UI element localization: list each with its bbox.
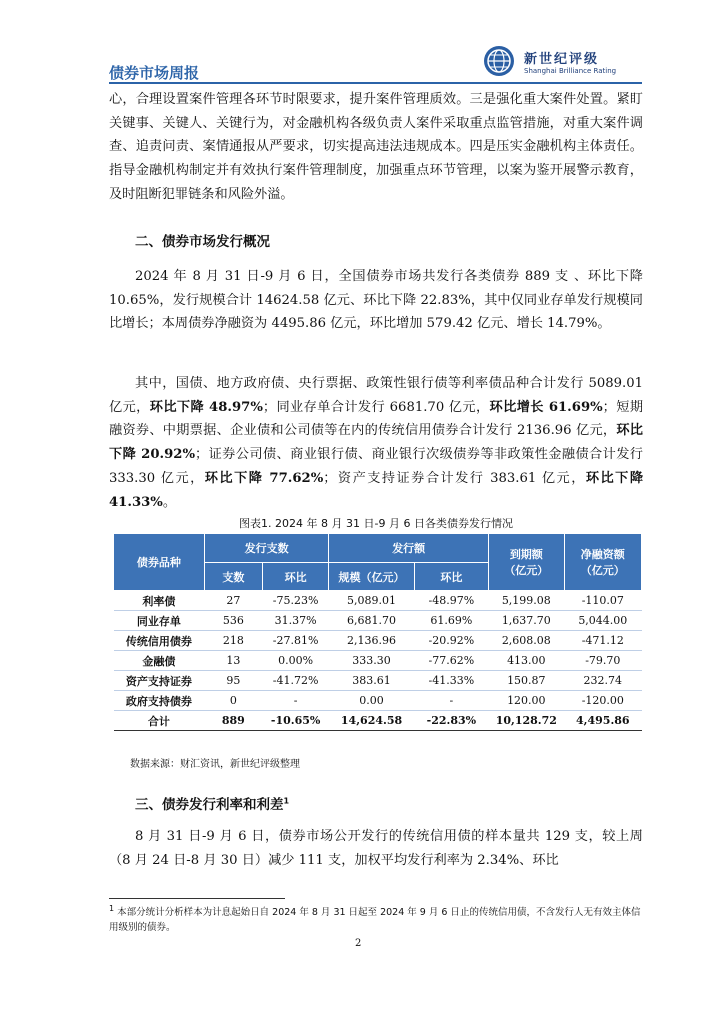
cell-count-mom: -10.65% [262,711,329,731]
table-row [114,631,642,651]
cell-amount-mom: -48.97% [414,591,488,611]
logo-globe-icon [484,46,514,76]
cell-amount: 333.30 [329,651,414,671]
data-source-note: 数据来源：财汇资讯，新世纪评级整理 [130,759,300,770]
text-run: ；资产支持证券合计发行 383.61 亿元， [323,470,586,486]
bold-run: 环比下降 20.92% [109,423,643,463]
cell-maturity: 10,128.72 [489,711,565,731]
text-run: 其中，国债、地方政府债、央行票据、政策性银行债等利率债品种合计发行 5089.01 亿元， [109,376,643,415]
cell-count-mom: -41.72% [262,671,329,691]
table-total-row [114,711,642,731]
bold-run: 环比下降 77.62% [204,470,324,486]
header-net-financing: 净融资额 （亿元） [564,534,641,591]
header-count-mom: 环比 [262,563,329,591]
cell-amount-mom: - [414,691,488,711]
section-3-paragraph: 8 月 31 日-9 月 6 日，债券市场公开发行的传统信用债的样本量共 129 支，较上周（8 月 24 日-8 月 30 日）减少 111 支，加权平均发行利率为 2.34%、环比 [109,829,643,868]
bold-run: 环比下降 41.33% [109,470,644,510]
cell-net: -471.12 [564,631,641,651]
bond-issuance-table [113,533,642,731]
section-2-paragraph-1: 2024 年 8 月 31 日-9 月 6 日，全国债券市场共发行各类债券 889 支 、环比下降 10.65%，发行规模合计 14624.58 亿元、环比下降 22.83%，其中仅同业存单发行规模同比增长；本周债券净融资为 4495.86 亿元，环比增加 579.42 亿元、增长 14.79%。 [109,269,643,332]
cell-amount-mom: 61.69% [414,611,488,631]
logo-chinese-name: 新世纪评级 [524,52,600,67]
bold-run: 环比增长 61.69% [489,399,603,415]
text-run: ；证券公司债、商业银行债、商业银行次级债券等非政策性金融债合计发行 333.30 亿元， [109,447,643,486]
cell-amount: 5,089.01 [329,591,414,611]
cell-amount: 0.00 [329,691,414,711]
cell-count: 0 [204,691,262,711]
footnote-mark: 1 [109,903,115,913]
cell-count-mom: 31.37% [262,611,329,631]
report-title: 债券市场周报 [109,64,200,82]
cell-count: 13 [204,651,262,671]
cell-count: 889 [204,711,262,731]
text-run: ；短期融资券、中期票据、企业债和公司债等在内的传统信用债券合计发行 2136.96 亿元， [109,399,644,439]
cell-amount-mom: -41.33% [414,671,488,691]
section-3-heading [135,793,289,813]
cell-maturity: 150.87 [489,671,565,691]
cell-name: 资产支持证券 [114,671,205,691]
cell-count: 218 [204,631,262,651]
header-amount-mom: 环比 [414,563,488,591]
cell-net: 5,044.00 [564,611,641,631]
footnote-text: 本部分统计分析样本为计息起始日自 2024 年 8 月 31 日起至 2024 年 9 月 6 日止的传统信用债，不含发行人无有效主体信用级别的债券。 [109,907,641,933]
table-row [114,691,642,711]
cell-count-mom: 0.00% [262,651,329,671]
header-count: 支数 [204,563,262,591]
cell-maturity: 2,608.08 [489,631,565,651]
section-2-paragraph-2 [109,372,643,514]
table-row [114,671,642,691]
cell-name: 金融债 [114,651,205,671]
cell-amount: 2,136.96 [329,631,414,651]
cell-name: 合计 [114,711,205,731]
header-category: 债券品种 [114,534,205,591]
header-amount-group: 发行额 [329,534,489,563]
bold-run: 环比下降 48.97% [149,399,263,415]
header-amount: 规模（亿元） [329,563,414,591]
cell-name: 传统信用债券 [114,631,205,651]
header-maturity: 到期额 （亿元） [489,534,565,591]
cell-amount: 6,681.70 [329,611,414,631]
table-caption: 图表1. 2024 年 8 月 31 日-9 月 6 日各类债券发行情况 [239,517,513,530]
cell-maturity: 413.00 [489,651,565,671]
cell-amount: 14,624.58 [329,711,414,731]
heading-text: 三、债券发行利率和利差 [135,797,284,813]
cell-net: 4,495.86 [564,711,641,731]
cell-maturity: 5,199.08 [489,591,565,611]
footnote [109,905,643,935]
cell-net: -110.07 [564,591,641,611]
cell-count: 536 [204,611,262,631]
cell-maturity: 120.00 [489,691,565,711]
company-logo [484,40,629,82]
table-row [114,591,642,611]
header-divider [109,82,642,84]
cell-amount-mom: -77.62% [414,651,488,671]
table-row [114,611,642,631]
text-run: 。 [162,494,177,510]
cell-name: 利率债 [114,591,205,611]
text-run: ；同业存单合计发行 6681.70 亿元， [262,399,490,415]
footnote-divider [109,898,285,899]
cell-count: 27 [204,591,262,611]
header-count-group: 发行支数 [204,534,329,563]
cell-amount: 383.61 [329,671,414,691]
logo-english-name: Shanghai Brilliance Rating [524,67,617,75]
footnote-reference[interactable]: 1 [283,796,290,806]
cell-count: 95 [204,671,262,691]
cell-maturity: 1,637.70 [489,611,565,631]
cell-amount-mom: -20.92% [414,631,488,651]
cell-name: 政府支持债券 [114,691,205,711]
section-2-heading: 二、债券市场发行概况 [135,234,270,250]
cell-count-mom: - [262,691,329,711]
cell-count-mom: -27.81% [262,631,329,651]
cell-amount-mom: -22.83% [414,711,488,731]
cell-count-mom: -75.23% [262,591,329,611]
intro-paragraph: 心，合理设置案件管理各环节时限要求，提升案件管理质效。三是强化重大案件处置。紧盯关键事、关键人、关键行为，对金融机构各级负责人案件采取重点监管措施，对重大案件调查、追责问责、案情通报从严要求，切实提高违法违规成本。四是压实金融机构主体责任。指导金融机构制定并有效执行案件管理制度，加强重点环节管理，以案为鉴开展警示教育，及时阻断犯罪链条和风险外溢。 [109,92,643,202]
cell-net: -79.70 [564,651,641,671]
table-row [114,651,642,671]
cell-net: -120.00 [564,691,641,711]
cell-name: 同业存单 [114,611,205,631]
cell-net: 232.74 [564,671,641,691]
page-number: 2 [355,938,362,949]
